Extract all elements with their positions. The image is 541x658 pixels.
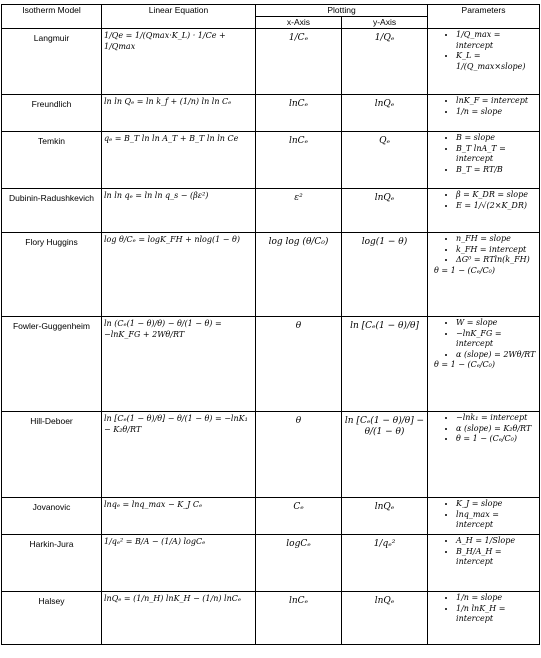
model-name-cell: Jovanovic — [2, 498, 102, 535]
header-y-axis: y-Axis — [342, 17, 428, 29]
header-x-axis: x-Axis — [256, 17, 342, 29]
y-axis-cell: lnQₑ — [342, 189, 428, 233]
table-row — [2, 132, 540, 189]
linear-equation-cell: lnQₑ = (1/n_H) lnK_H − (1/n) lnCₑ — [102, 592, 256, 645]
parameters-cell — [428, 189, 540, 233]
table-row — [2, 317, 540, 412]
x-axis-cell: ε² — [256, 189, 342, 233]
parameters-list — [430, 234, 537, 266]
x-axis-cell: lnCₑ — [256, 132, 342, 189]
header-model: Isotherm Model — [2, 5, 102, 29]
header-parameters: Parameters — [428, 5, 540, 29]
parameter-item: • W = slope — [456, 318, 537, 329]
header-linear-equation: Linear Equation — [102, 5, 256, 29]
parameter-item: • −lnk₁ = intercept — [456, 413, 537, 424]
model-name-cell: Temkin — [2, 132, 102, 189]
y-axis-cell: lnQₑ — [342, 592, 428, 645]
y-axis-cell: ln [Cₑ(1 − θ)/θ] — [342, 317, 428, 412]
model-name-cell: Langmuir — [2, 29, 102, 95]
x-axis-cell: 1/Cₑ — [256, 29, 342, 95]
y-axis-cell: ln [Cₑ(1 − θ)/θ] − θ/(1 − θ) — [342, 412, 428, 498]
table-row — [2, 95, 540, 132]
parameters-list — [430, 499, 537, 531]
parameter-item: • ΔG⁰ = RTln(k_FH) — [456, 255, 537, 266]
table-row — [2, 592, 540, 645]
y-axis-cell: log(1 − θ) — [342, 233, 428, 317]
model-name-cell: Harkin-Jura — [2, 535, 102, 592]
parameter-item: • 1/n = slope — [456, 593, 537, 604]
model-name-cell: Hill-Deboer — [2, 412, 102, 498]
parameters-cell — [428, 498, 540, 535]
parameters-cell — [428, 412, 540, 498]
x-axis-cell: Cₑ — [256, 498, 342, 535]
isotherm-table — [1, 4, 540, 645]
y-axis-cell: lnQₑ — [342, 498, 428, 535]
parameters-list — [430, 133, 537, 175]
model-name-cell: Flory Huggins — [2, 233, 102, 317]
parameter-item: • β = K_DR = slope — [456, 190, 537, 201]
parameter-item: • B_T = RT/B — [456, 165, 537, 176]
y-axis-cell: Qₑ — [342, 132, 428, 189]
x-axis-cell: lnCₑ — [256, 95, 342, 132]
header-row — [2, 5, 540, 17]
table-row — [2, 535, 540, 592]
parameters-cell — [428, 132, 540, 189]
table-row — [2, 498, 540, 535]
linear-equation-cell: ln ln qₑ = ln ln q_s − (βε²) — [102, 189, 256, 233]
model-name-cell: Dubinin-Radushkevich — [2, 189, 102, 233]
parameter-item: • lnK_F = intercept — [456, 96, 537, 107]
table-body — [2, 29, 540, 645]
model-name-cell: Freundlich — [2, 95, 102, 132]
linear-equation-cell: ln ln Qₑ = ln k_f + (1/n) ln ln Cₑ — [102, 95, 256, 132]
parameters-list — [430, 318, 537, 360]
table-row — [2, 29, 540, 95]
y-axis-cell: 1/qₑ² — [342, 535, 428, 592]
parameters-list — [430, 190, 537, 211]
parameter-item: • K_J = slope — [456, 499, 537, 510]
parameter-item: • 1/Q_max = intercept — [456, 30, 537, 51]
x-axis-cell: θ — [256, 317, 342, 412]
linear-equation-cell: qₑ = B_T ln ln A_T + B_T ln ln Ce — [102, 132, 256, 189]
parameter-formula: θ = 1 − (Cₑ/C₀) — [434, 360, 495, 369]
table-header — [2, 5, 540, 29]
parameters-list — [430, 96, 537, 117]
model-name-cell: Halsey — [2, 592, 102, 645]
parameters-cell — [428, 535, 540, 592]
linear-equation-cell: lnqₑ = lnq_max − K_J Cₑ — [102, 498, 256, 535]
parameter-item: • K_L = 1/(Q_max×slope) — [456, 51, 537, 72]
parameters-cell — [428, 317, 540, 412]
parameter-item: • θ = 1 − (Cₑ/C₀) — [456, 434, 537, 445]
table-row — [2, 189, 540, 233]
parameter-item: • lnq_max = intercept — [456, 510, 537, 531]
model-name-cell: Fowler-Guggenheim — [2, 317, 102, 412]
parameters-list — [430, 536, 537, 568]
parameter-item: • α (slope) = 2Wθ/RT — [456, 350, 537, 361]
x-axis-cell: logCₑ — [256, 535, 342, 592]
parameter-item: • B_H/A_H = intercept — [456, 547, 537, 568]
parameter-item: • −lnK_FG = intercept — [456, 329, 537, 350]
parameter-item: • 1/n lnK_H = intercept — [456, 604, 537, 625]
parameters-list — [430, 593, 537, 625]
x-axis-cell: log log (θ/C₀) — [256, 233, 342, 317]
parameter-item: • E = 1/√(2×K_DR) — [456, 201, 537, 212]
parameters-list — [430, 413, 537, 445]
parameter-item: • n_FH = slope — [456, 234, 537, 245]
parameter-item: • B = slope — [456, 133, 537, 144]
x-axis-cell: lnCₑ — [256, 592, 342, 645]
linear-equation-cell: log θ/Cₑ = logK_FH + nlog(1 − θ) — [102, 233, 256, 317]
header-plotting: Plotting — [256, 5, 428, 17]
y-axis-cell: lnQₑ — [342, 95, 428, 132]
linear-equation-cell: ln (Cₑ(1 − θ)/θ) − θ/(1 − θ) = −lnK_FG + 2Wθ/RT — [102, 317, 256, 412]
table-row — [2, 412, 540, 498]
linear-equation-cell: ln [Cₑ(1 − θ)/θ] − θ/(1 − θ) = −lnK₁ − K₂θ/RT — [102, 412, 256, 498]
parameters-cell — [428, 95, 540, 132]
parameters-cell — [428, 592, 540, 645]
y-axis-cell: 1/Qₑ — [342, 29, 428, 95]
parameter-item: • A_H = 1/Slope — [456, 536, 537, 547]
parameters-cell — [428, 233, 540, 317]
parameter-item: • k_FH = intercept — [456, 245, 537, 256]
parameter-item: • α (slope) = K₂θ/RT — [456, 424, 537, 435]
parameter-item: • B_T lnA_T = intercept — [456, 144, 537, 165]
x-axis-cell: θ — [256, 412, 342, 498]
parameter-item: • 1/n = slope — [456, 107, 537, 118]
parameters-cell — [428, 29, 540, 95]
parameter-formula: θ = 1 − (Cₑ/C₀) — [434, 265, 495, 275]
table-row — [2, 233, 540, 317]
parameters-list — [430, 30, 537, 72]
linear-equation-cell: 1/qₑ² = B/A − (1/A) logCₑ — [102, 535, 256, 592]
linear-equation-cell: 1/Qe = 1/(Qmax·K_L) · 1/Ce + 1/Qmax — [102, 29, 256, 95]
